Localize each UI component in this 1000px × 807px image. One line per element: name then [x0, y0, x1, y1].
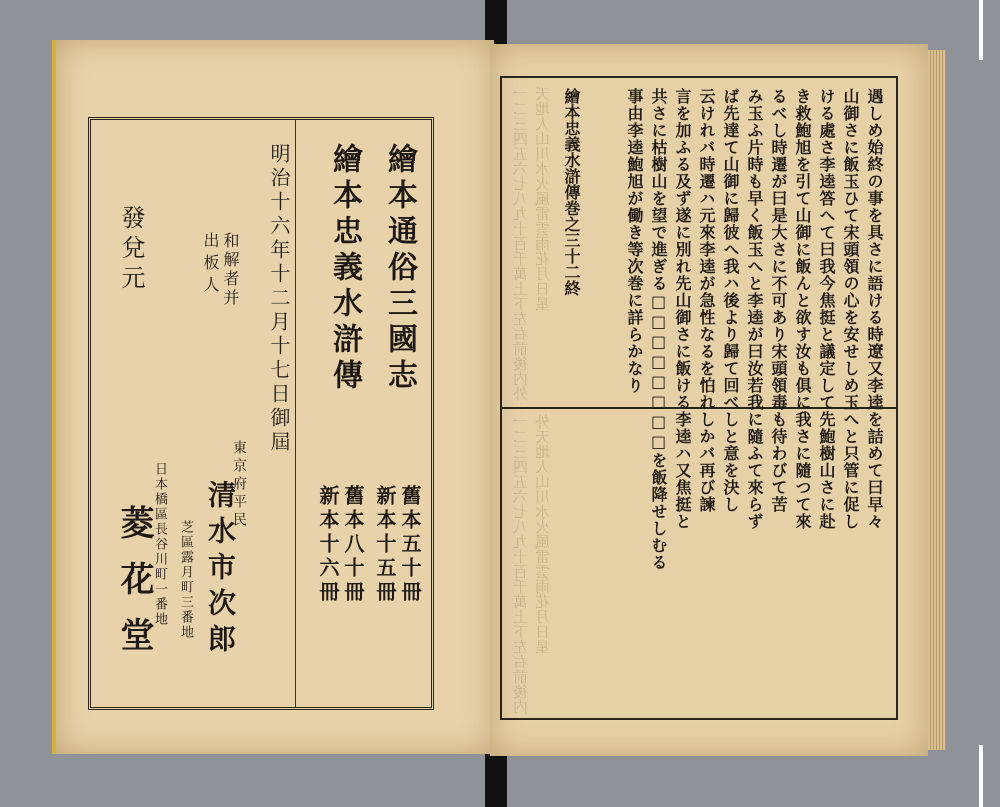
- volume-count: 新本十六冊: [316, 485, 340, 605]
- distributor-name: 菱花堂: [114, 505, 154, 673]
- notification-date: 明治十六年十二月十七日御屆: [267, 143, 291, 455]
- text-line: 言を加ふる及ず遂に別れ先山御さに飯ける李逵ハ又焦挺と: [673, 88, 692, 530]
- publisher-name: 清水市次郎: [204, 480, 237, 660]
- publisher-address: 東京府平民: [231, 440, 247, 530]
- show-through-text: 一二三四五六七八九十百千萬上下左右前後内外天地人山川水火風雷雲雨花月日星: [512, 86, 552, 401]
- publisher-street: 芝區露月町三番地: [178, 520, 193, 640]
- text-line: 云けれバ時遷ハ元來李逵が急性なるを怕れしかバ再び諫: [697, 88, 716, 513]
- text-line: き救鮑旭を引て山御に飯んと欲す汝も俱に我さに隨つて來: [793, 88, 812, 530]
- text-line: ける處さ李逵答へて曰我今焦挺と議定して先鮑樹山さに赴: [817, 88, 836, 530]
- text-line: ば先達て山御に歸彼へ我ハ後より歸て回べしと意を決し: [721, 88, 740, 513]
- text-line: 遇しめ始終の事を具さに語ける時遼又李逵を詰めて曰早々: [865, 88, 884, 530]
- text-line: 共さに枯樹山を望で進ぎる□□□□□□□□を飯降せしむる: [649, 88, 668, 571]
- text-line: 事由李逵鮑旭が働き等次巻に詳らかなり: [625, 88, 644, 394]
- text-line: み玉ふ片時も早く飯玉へと李逵が曰汝若我に隨ふて來らず: [745, 88, 764, 530]
- volume-count: 新本十五冊: [373, 485, 397, 605]
- distributor-label: 發兌元: [117, 205, 145, 295]
- divider-rule: [295, 120, 296, 707]
- volume-end-colophon: 繪本忠義水滸傳巻之三十二終: [562, 88, 581, 296]
- distributor-address: 日本橋區長谷川町一番地: [152, 462, 167, 627]
- page-edge: [928, 50, 946, 750]
- volume-count: 舊本八十冊: [341, 485, 365, 605]
- show-through-text: 一二三四五六七八九十百千萬上下左右前後内外天地人山川水火風雷雲雨花月日星: [512, 414, 552, 714]
- title-suikoden: 繪本忠義水滸傳: [327, 143, 362, 395]
- author-label: 和解者并: [221, 232, 240, 308]
- publisher-label: 出板人: [201, 232, 220, 298]
- volume-count: 舊本五十冊: [398, 485, 422, 605]
- title-sanguozhi: 繪本通俗三國志: [382, 143, 417, 395]
- text-line: るべし時遷が曰是大さに不可あり宋頭領毒も待わびて苦: [769, 88, 788, 513]
- text-line: 山御さに飯玉ひて宋頭領の心を安せしめ玉へと只管に促し: [841, 88, 860, 530]
